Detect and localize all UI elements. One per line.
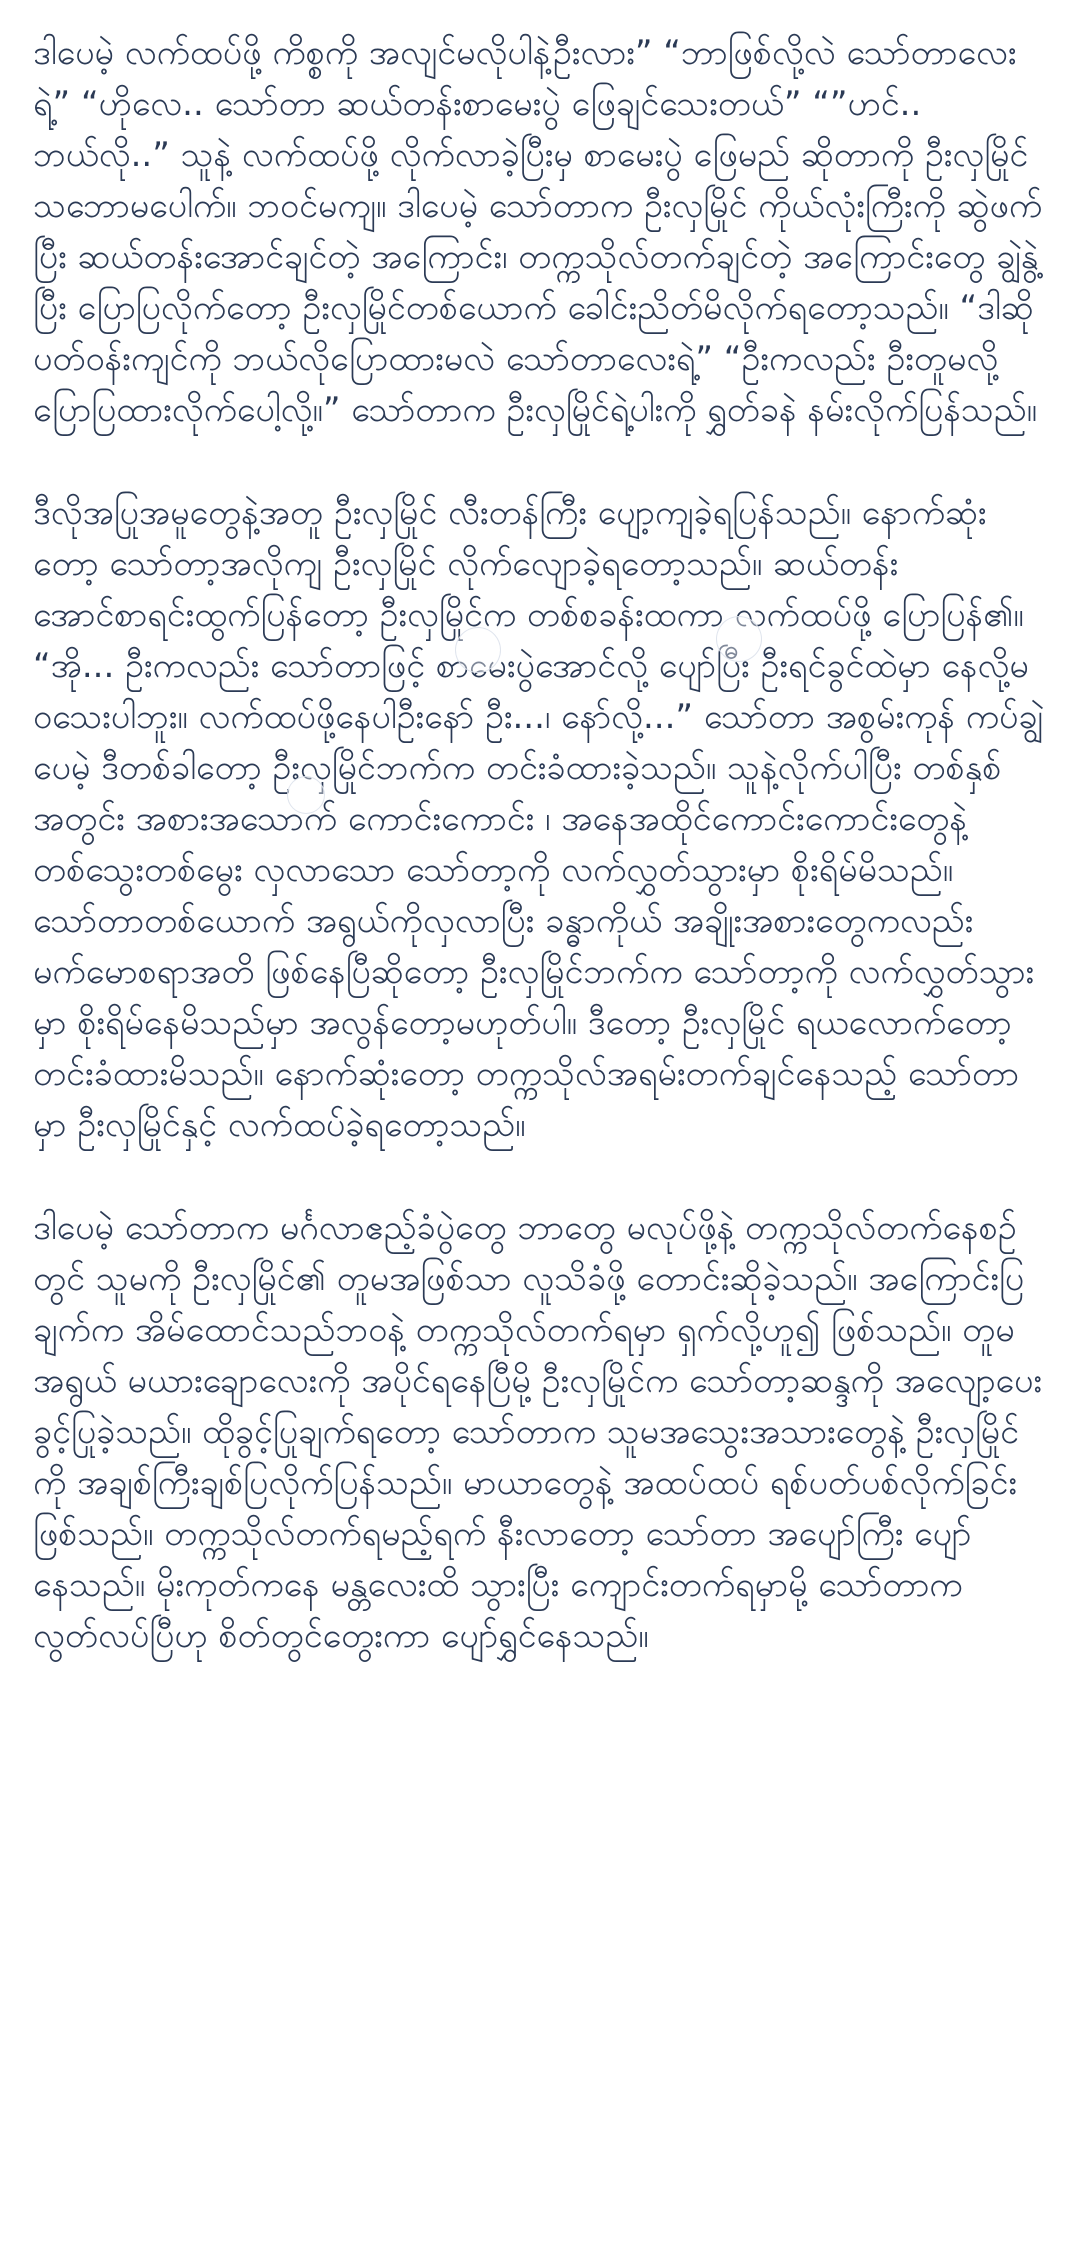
overlay-circle (716, 616, 762, 662)
overlay-circle (455, 627, 501, 673)
paragraph-2: ဒီလိုအပြုအမူတွေနဲ့အတူ ဦးလှမြိုင် လီးတန်ကြီး ပျော့ကျခဲ့ရပြန်သည်။ နောက်ဆုံးတော့ သော်တာ့အလိုကျ ဦးလှမြိုင် လိုက်လျောခဲ့ရတော့သည်။ ဆယ်တန်းအောင်စာရင်းထွက်ပြန်တော့ ဦးလှမြိုင်က တစ်စခန်းထကာ လက်ထပ်ဖို့ ပြောပြန်၏။ “အို... ဦးကလည်း သော်တာဖြင့် စာမေးပွဲအောင်လို့ ပျော်ပြီး ဦးရင်ခွင်ထဲမှာ နေလို့မဝသေးပါဘူး။ လက်ထပ်ဖို့နေပါဦးနော် ဦး...၊ နော်လို့...” သော်တာ အစွမ်းကုန် ကပ်ချွဲပေမဲ့ ဒီတစ်ခါတော့ ဦးလှမြိုင်ဘက်က တင်းခံထားခဲ့သည်။ သူနဲ့လိုက်ပါပြီး တစ်နှစ်အတွင်း အစားအသောက် ကောင်းကောင်း ၊ အနေအထိုင်ကောင်းကောင်းတွေနဲ့ တစ်သွေးတစ်မွေး လှလာသော သော်တာ့ကို လက်လွှတ်သွားမှာ စိုးရိမ်မိသည်။ သော်တာတစ်ယောက် အရွယ်ကိုလှလာပြီး ခန္ဓာကိုယ် အချိုးအစားတွေကလည်း မက်မောစရာအတိ ဖြစ်နေပြီဆိုတော့ ဦးလှမြိုင်ဘက်က သော်တာ့ကို လက်လွှတ်သွားမှာ စိုးရိမ်နေမိသည်မှာ အလွန်တော့မဟုတ်ပါ။ ဒီတော့ ဦးလှမြိုင် ရယလောက်တော့ တင်းခံထားမိသည်။ နောက်ဆုံးတော့ တက္ကသိုလ်အရမ်းတက်ချင်နေသည့် သော်တာမှာ ဦးလှမြိုင်နှင့် လက်ထပ်ခဲ့ရတော့သည်။ (33, 493, 1043, 1145)
paragraph-1: ဒါပေမဲ့ လက်ထပ်ဖို့ ကိစ္စကို အလျင်မလိုပါနဲ့ဦးလား” “ဘာဖြစ်လို့လဲ သော်တာလေးရဲ့” “ဟိုလေ.. သော်တာ ဆယ်တန်းစာမေးပွဲ ဖြေချင်သေးတယ်” “”ဟင်.. ဘယ်လို..” သူနဲ့ လက်ထပ်ဖို့ လိုက်လာခဲ့ပြီးမှ စာမေးပွဲ ဖြေမည် ဆိုတာကို ဦးလှမြိုင် သဘောမပေါက်။ ဘဝင်မကျ။ ဒါပေမဲ့ သော်တာက ဦးလှမြိုင် ကိုယ်လုံးကြီးကို ဆွဲဖက်ပြီး ဆယ်တန်းအောင်ချင်တဲ့ အကြောင်း၊ တက္ကသိုလ်တက်ချင်တဲ့ အကြောင်းတွေ ချွဲနွဲ့ပြီး ပြောပြလိုက်တော့ ဦးလှမြိုင်တစ်ယောက် ခေါင်းညိတ်မိလိုက်ရတော့သည်။ “ဒါဆို ပတ်ဝန်းကျင်ကို ဘယ်လိုပြောထားမလဲ သော်တာလေးရဲ့” “ဦးကလည်း ဦးတူမလို့ ပြောပြထားလိုက်ပေါ့လို့။” သော်တာက ဦးလှမြိုင်ရဲ့ပါးကို ရွှတ်ခနဲ နမ်းလိုက်ပြန်သည်။ (33, 33, 1043, 430)
paragraph-3: ဒါပေမဲ့ သော်တာက မင်္ဂလာဧည့်ခံပွဲတွေ ဘာတွေ မလုပ်ဖို့နဲ့ တက္ကသိုလ်တက်နေစဉ်တွင် သူမကို ဦးလှမြိုင်၏ တူမအဖြစ်သာ လူသိခံဖို့ တောင်းဆိုခဲ့သည်။ အကြောင်းပြချက်က အိမ်ထောင်သည်ဘဝနဲ့ တက္ကသိုလ်တက်ရမှာ ရှက်လို့ဟူ၍ ဖြစ်သည်။ တူမအရွယ် မယားချောလေးကို အပိုင်ရနေပြီမို့ ဦးလှမြိုင်က သော်တာ့ဆန္ဒကို အလျော့ပေးခွင့်ပြုခဲ့သည်။ ထိုခွင့်ပြုချက်ရတော့ သော်တာက သူမအသွေးအသားတွေနဲ့ ဦးလှမြိုင်ကို အချစ်ကြီးချစ်ပြလိုက်ပြန်သည်။ မာယာတွေနဲ့ အထပ်ထပ် ရစ်ပတ်ပစ်လိုက်ခြင်း ဖြစ်သည်။ တက္ကသိုလ်တက်ရမည့်ရက် နီးလာတော့ သော်တာ အပျော်ကြီး ပျော်နေသည်။ မိုးကုတ်ကနေ မန္တလေးထိ သွားပြီး ကျောင်းတက်ရမှာမို့ သော်တာက လွတ်လပ်ပြီဟု စိတ်တွင်တွေးကာ ပျော်ရွှင်နေသည်။ (33, 1208, 1043, 1656)
overlay-circle (287, 776, 325, 814)
